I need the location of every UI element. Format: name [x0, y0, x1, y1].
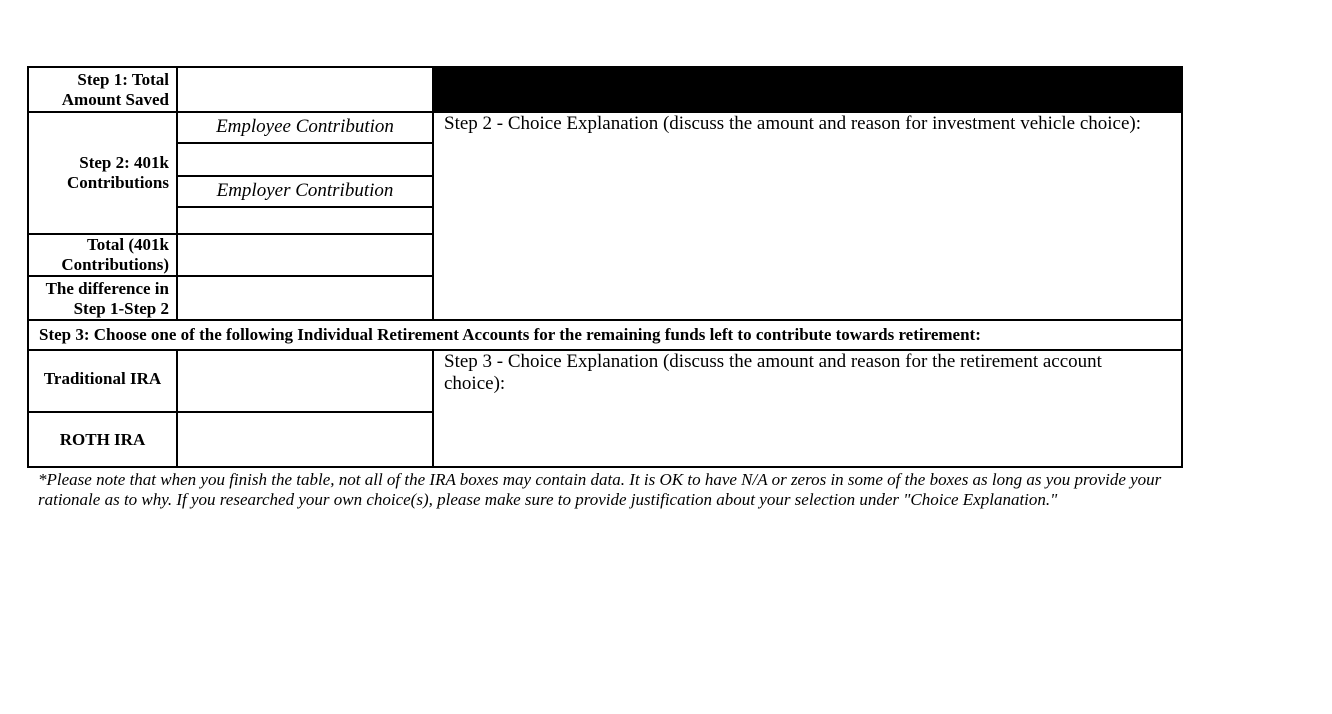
employer-contribution-field[interactable]	[176, 206, 432, 233]
roth-ira-label: ROTH IRA	[29, 411, 176, 466]
employee-contribution-field[interactable]	[176, 142, 432, 175]
employer-contribution-label: Employer Contribution	[176, 175, 432, 206]
traditional-ira-field[interactable]	[176, 349, 432, 411]
retirement-worksheet-table	[27, 66, 1183, 468]
employer-contribution-input[interactable]	[178, 208, 432, 233]
roth-ira-field[interactable]	[176, 411, 432, 466]
step3-title: Step 3: Choose one of the following Individual Retirement Accounts for the remaining funds left to contribute towards retirement:	[29, 319, 1183, 349]
step3-explanation-input[interactable]	[434, 401, 1183, 466]
step1-label: Step 1: Total Amount Saved	[61, 70, 169, 109]
traditional-ira-label: Traditional IRA	[29, 349, 176, 411]
step3-explanation-prompt: Step 3 - Choice Explanation (discuss the amount and reason for the retirement account choice):	[444, 351, 1102, 394]
employee-contribution-label: Employee Contribution	[176, 111, 432, 142]
difference-field[interactable]	[176, 275, 432, 319]
step3-explanation-cell[interactable]	[432, 349, 1183, 466]
difference-input[interactable]	[178, 277, 432, 319]
step2-explanation-prompt: Step 2 - Choice Explanation (discuss the amount and reason for investment vehicle choice):	[444, 113, 1141, 134]
step1-value-field[interactable]	[176, 68, 432, 111]
roth-ira-input[interactable]	[178, 413, 432, 466]
step1-amount-input[interactable]	[178, 68, 432, 111]
difference-label: The difference in Step 1-Step 2	[29, 275, 176, 319]
employee-contribution-input[interactable]	[178, 144, 432, 175]
total-401k-label: Total (401k Contributions)	[29, 233, 176, 275]
footnote: *Please note that when you finish the table, not all of the IRA boxes may contain data. It is OK to have N/A or zeros in some of the boxes as long as you provide your rationale as to why. If you researched your own choice(s), please make sure to provide justification about your selection under "Choice Explanation."	[38, 470, 1162, 509]
step2-label: Step 2: 401k Contributions	[29, 111, 176, 233]
step2-explanation-cell[interactable]	[432, 111, 1183, 319]
total-401k-input[interactable]	[178, 235, 432, 275]
step2-explanation-input[interactable]	[434, 163, 1183, 319]
traditional-ira-input[interactable]	[178, 351, 432, 411]
total-401k-field[interactable]	[176, 233, 432, 275]
header-black-block	[432, 68, 1183, 111]
